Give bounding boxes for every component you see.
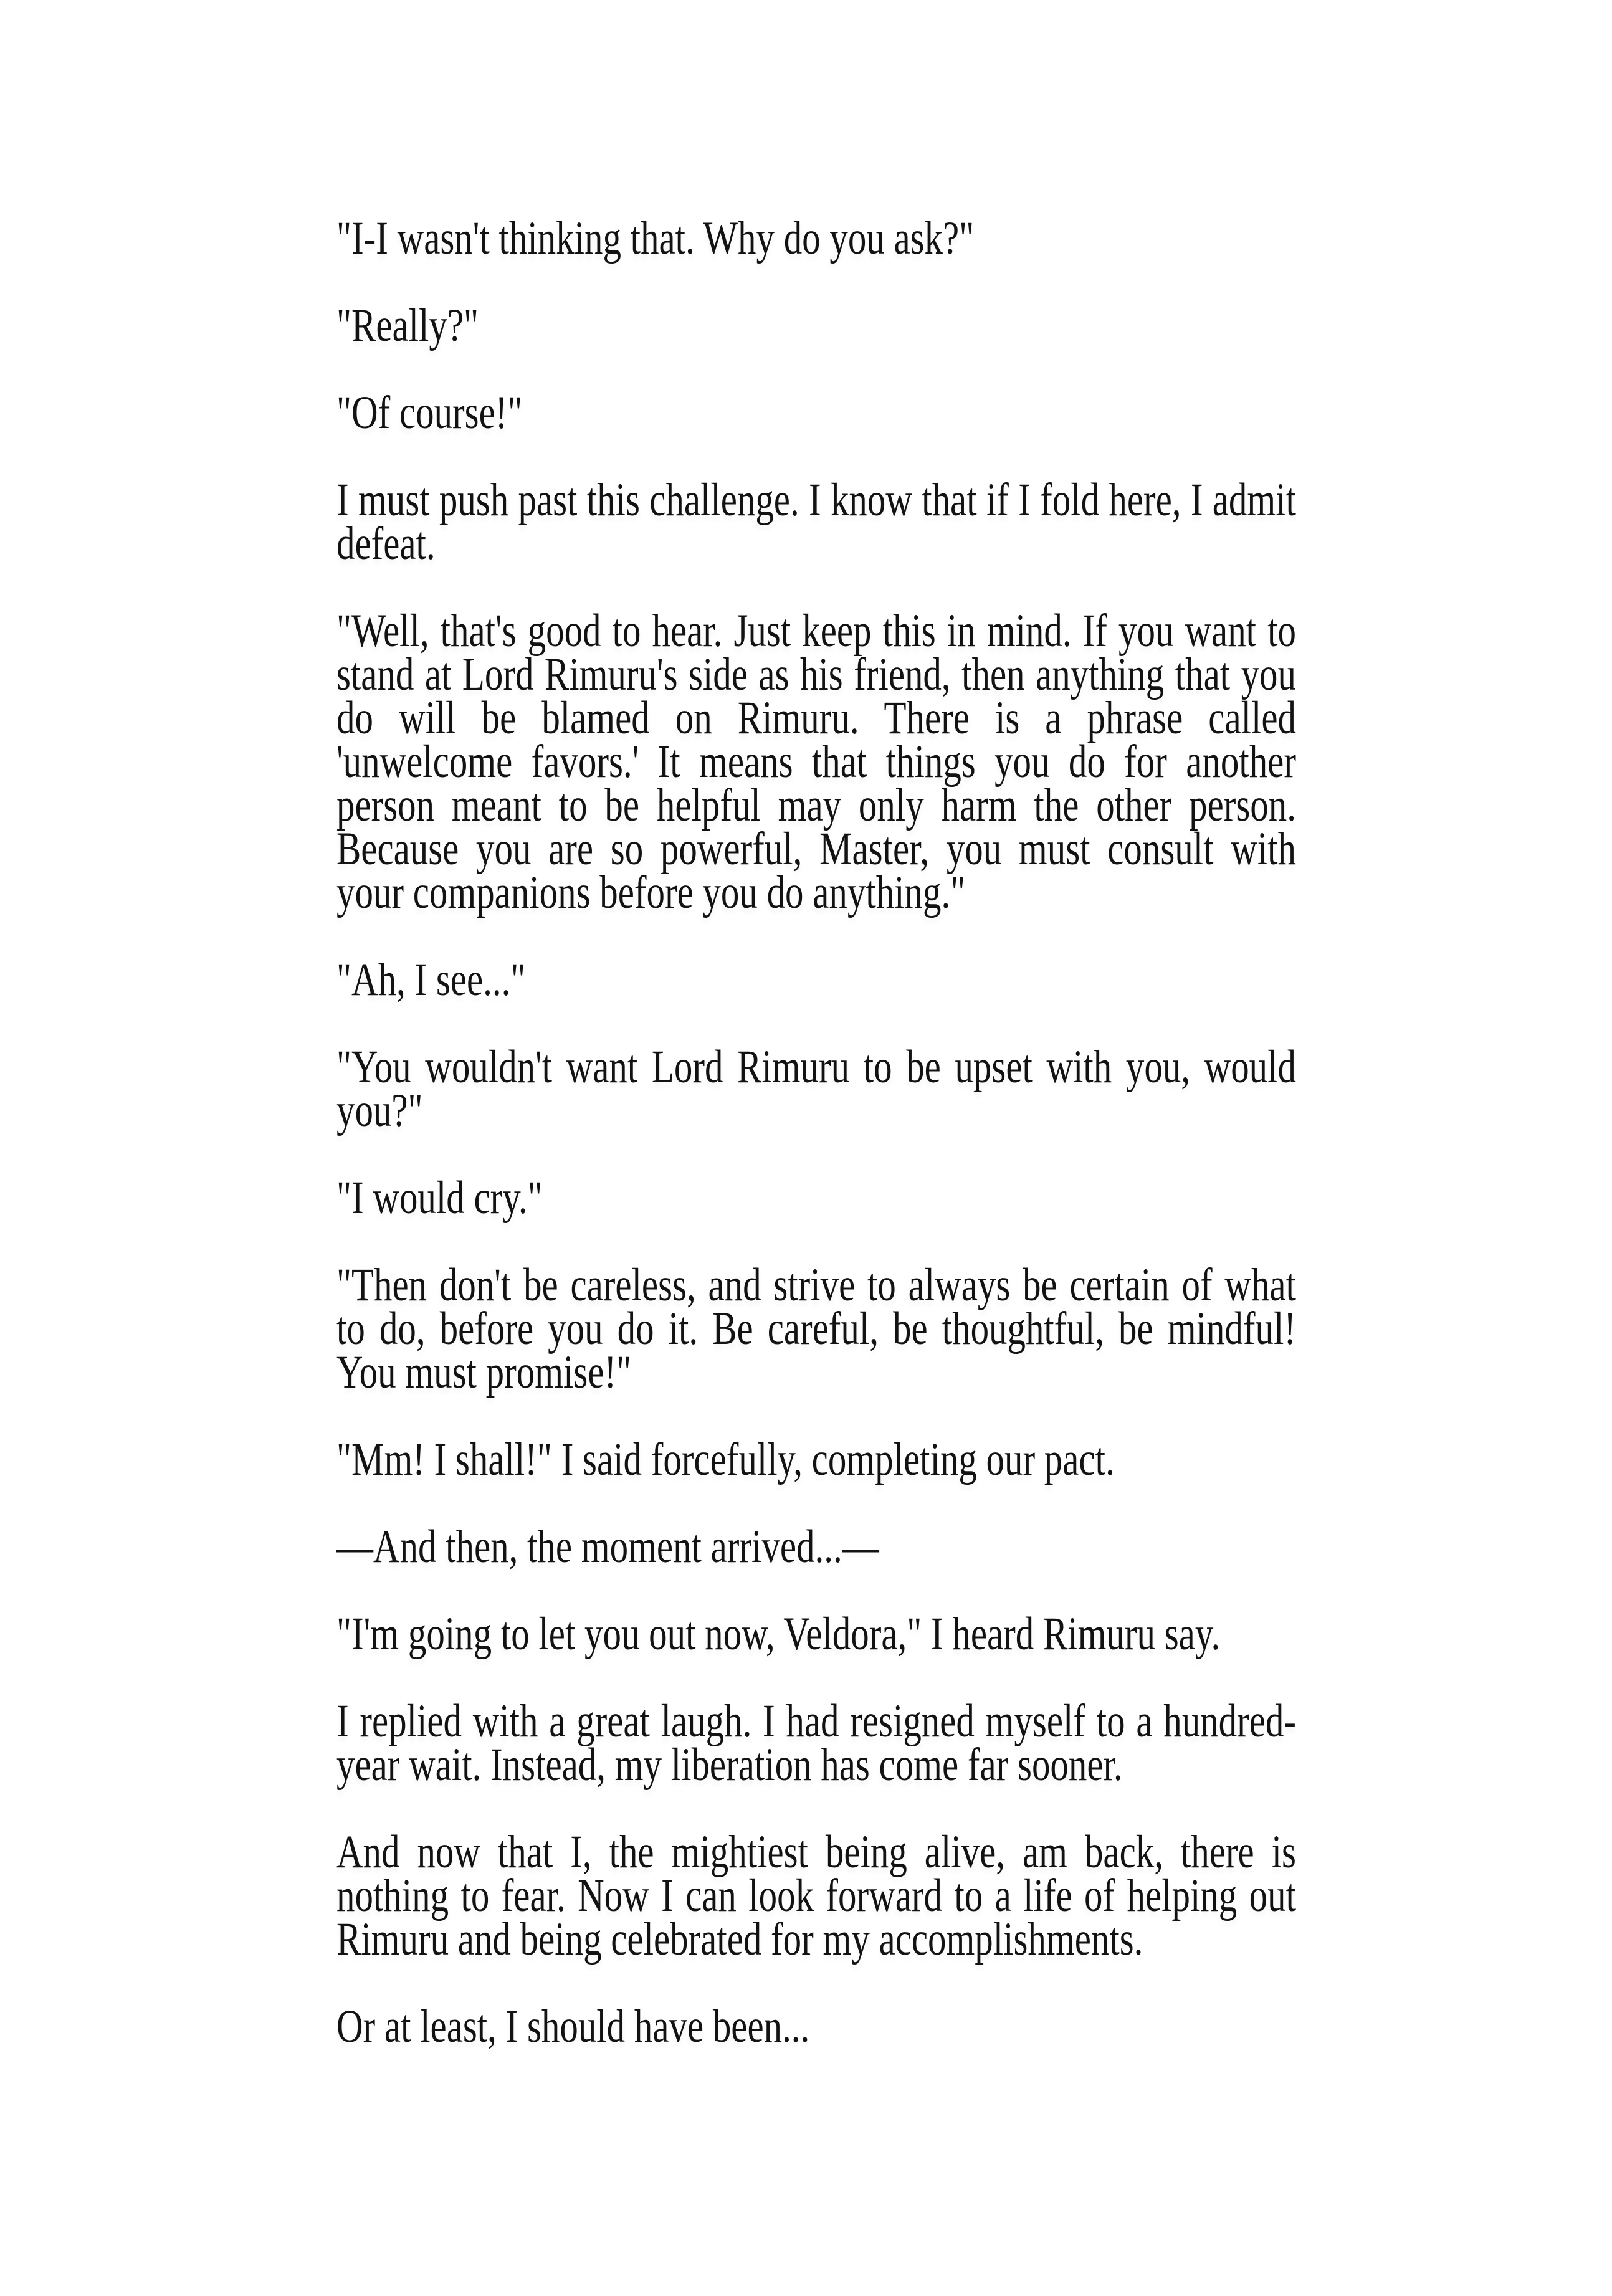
paragraph: "Ah, I see..." [336,954,526,1006]
text-column [336,212,1296,2092]
paragraph: Or at least, I should have been... [336,2001,810,2052]
paragraph: "I'm going to let you out now, Veldora," I heard Rimuru say. [336,1608,1221,1660]
paragraph: "I would cry." [336,1172,543,1224]
paragraph: "Well, that's good to hear. Just keep this in mind. If you want to stand at Lord Rimuru's side as his friend, then anything that you do will be blamed on Rimuru. There is a phrase called 'unwelcome favors.' It means that things you do for another person meant to be helpful may only harm the other person. Because you are so powerful, Master, you must consult with your companions before you do anything." [336,605,1296,918]
paragraph: "I-I wasn't thinking that. Why do you ask?" [336,212,975,264]
paragraph: "You wouldn't want Lord Rimuru to be upset with you, would you?" [336,1041,1296,1136]
paragraph: "Mm! I shall!" I said forcefully, completing our pact. [336,1434,1115,1485]
paragraph: "Of course!" [336,387,523,439]
paragraph: I replied with a great laugh. I had resigned myself to a hundred-year wait. Instead, my liberation has come far sooner. [336,1695,1296,1791]
paragraph: I must push past this challenge. I know that if I fold here, I admit defeat. [336,474,1296,569]
paragraph: And now that I, the mightiest being alive, am back, there is nothing to fear. Now I can look forward to a life of helping out Rimuru and being celebrated for my accomplishments. [336,1826,1296,1965]
paragraph: "Really?" [336,300,479,351]
paragraph: —And then, the moment arrived...— [336,1521,879,1573]
paragraph: "Then don't be careless, and strive to always be certain of what to do, before you do it. Be careful, be thoughtful, be mindful! You must promise!" [336,1259,1296,1398]
